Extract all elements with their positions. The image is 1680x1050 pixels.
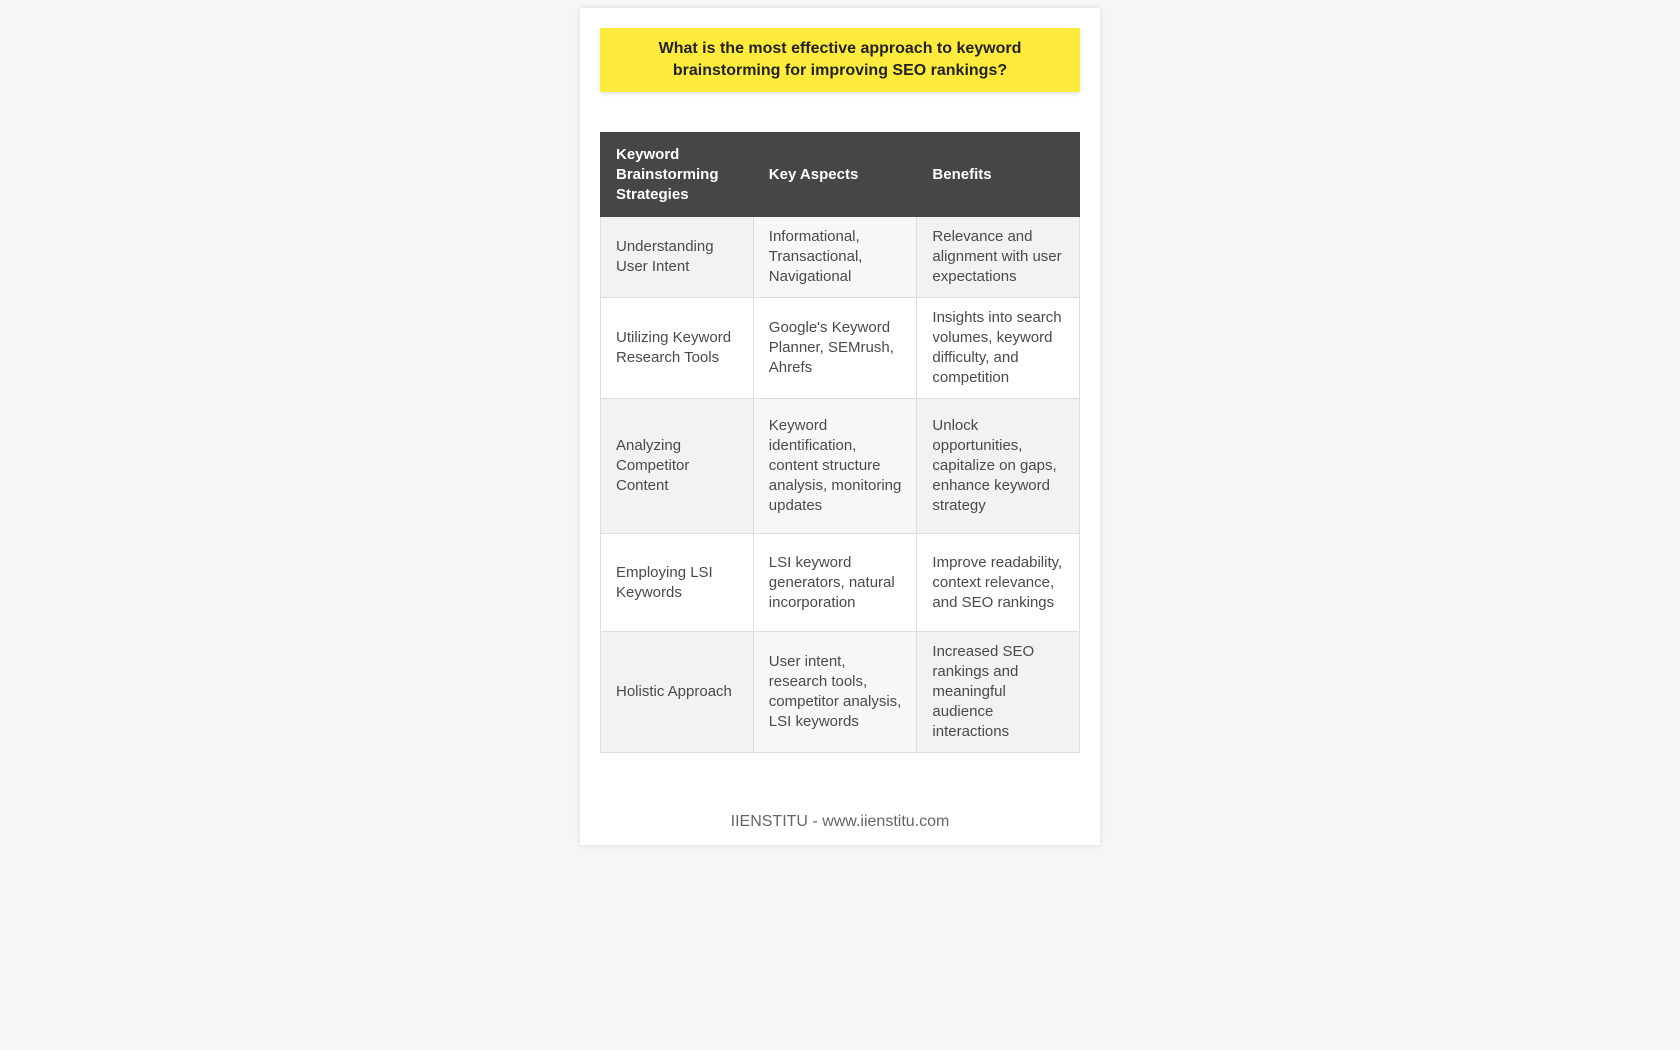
cell-aspects: Google's Keyword Planner, SEMrush, Ahrefs <box>753 298 917 399</box>
cell-benefits: Unlock opportunities, capitalize on gaps, enhance keyword strategy <box>917 399 1080 534</box>
table-header-row <box>601 133 1080 217</box>
cell-benefits: Increased SEO rankings and meaningful audience interactions <box>917 632 1080 753</box>
cell-aspects: Informational, Transactional, Navigational <box>753 217 917 298</box>
table-row <box>601 534 1080 632</box>
cell-strategy: Employing LSI Keywords <box>601 534 754 632</box>
cell-strategy: Utilizing Keyword Research Tools <box>601 298 754 399</box>
table-row <box>601 298 1080 399</box>
cell-strategy: Holistic Approach <box>601 632 754 753</box>
footer-credit: IIENSTITU - www.iienstitu.com <box>730 813 950 830</box>
cell-aspects: Keyword identification, content structure analysis, monitoring updates <box>753 399 917 534</box>
question-banner <box>600 28 1080 92</box>
table-row <box>601 632 1080 753</box>
cell-benefits: Improve readability, context relevance, and SEO rankings <box>917 534 1080 632</box>
header-strategies: Keyword Brainstorming Strategies <box>601 133 754 217</box>
cell-aspects: User intent, research tools, competitor analysis, LSI keywords <box>753 632 917 753</box>
content-card <box>580 8 1100 845</box>
cell-strategy: Understanding User Intent <box>601 217 754 298</box>
cell-aspects: LSI keyword generators, natural incorporation <box>753 534 917 632</box>
question-title: What is the most effective approach to keyword brainstorming for improving SEO rankings? <box>658 40 1022 79</box>
table-row <box>601 217 1080 298</box>
cell-strategy: Analyzing Competitor Content <box>601 399 754 534</box>
strategies-table <box>600 132 1080 753</box>
header-key-aspects: Key Aspects <box>753 133 917 217</box>
header-benefits: Benefits <box>917 133 1080 217</box>
cell-benefits: Relevance and alignment with user expectations <box>917 217 1080 298</box>
table-row <box>601 399 1080 534</box>
cell-benefits: Insights into search volumes, keyword difficulty, and competition <box>917 298 1080 399</box>
